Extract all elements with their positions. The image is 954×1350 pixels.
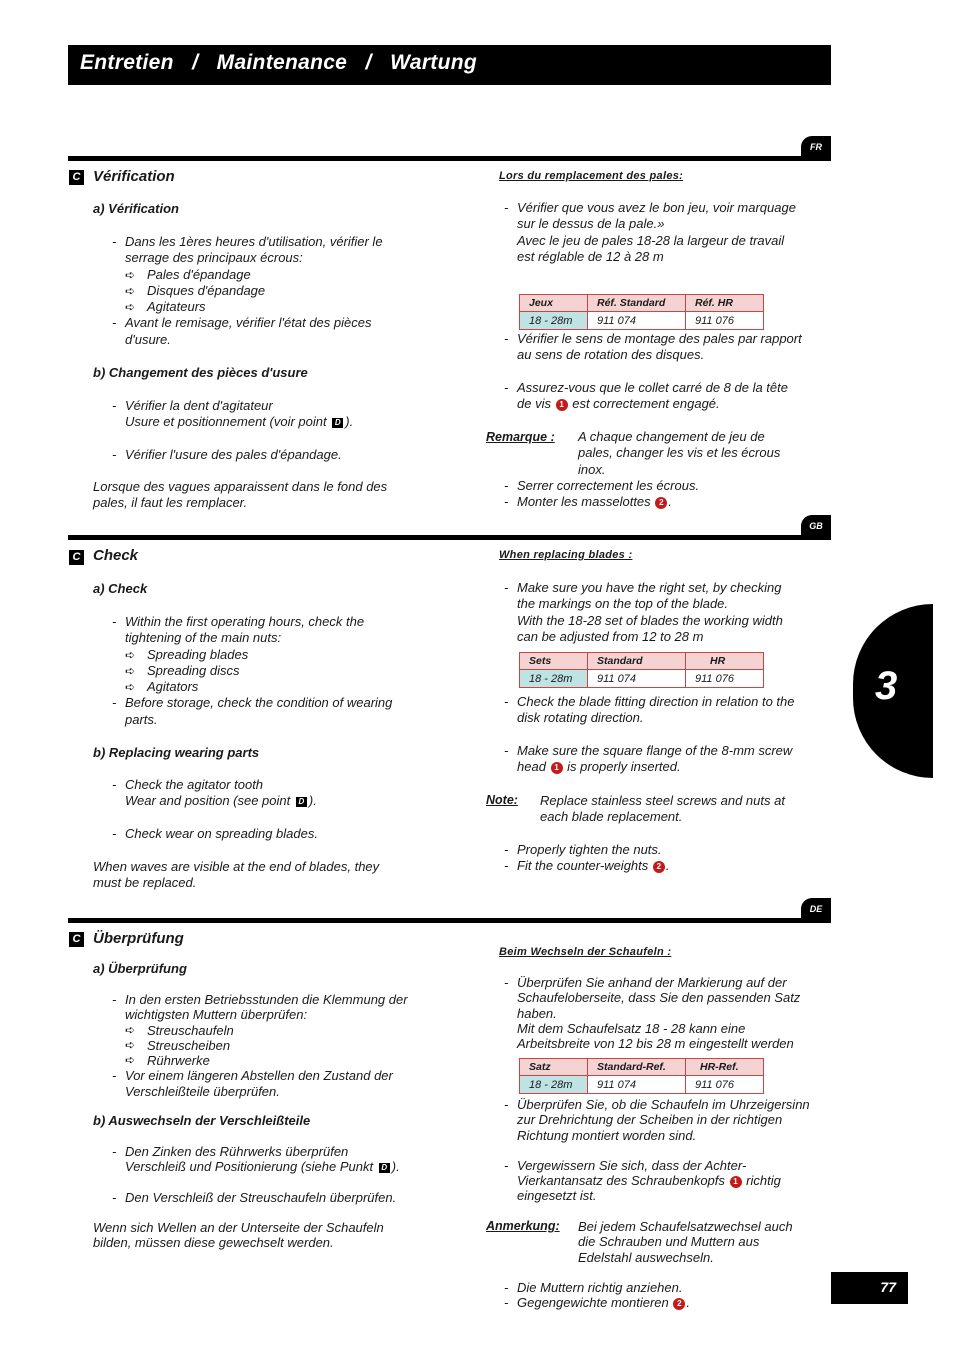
right-heading-de: Beim Wechseln der Schaufeln : xyxy=(499,946,672,958)
list-fr-b: - Vérifier la dent d'agitateur Usure et positionnement (voir point D ). - Vérifier l'usure des pales d'épandage. xyxy=(112,398,354,462)
list-de-right-1: - Überprüfen Sie anhand der Markierung auf der Schaufeloberseite, dass Sie den passenden Satz haben. Mit dem Schaufelsatz 18 - 28 kann eine Arbeitsbreite von 12 bis 28 m eingestellt werden xyxy=(504,975,801,1052)
ref-badge-1: 1 xyxy=(551,762,563,774)
arrow-icon: ➪ xyxy=(125,1037,136,1052)
right-heading-gb: When replacing blades : xyxy=(499,549,633,561)
note-fr: Lorsque des vagues apparaissent dans le fond des pales, il faut les remplacer. xyxy=(93,479,388,511)
section-letter-de: C xyxy=(69,932,84,947)
subheading-b-fr: b) Changement des pièces d'usure xyxy=(93,365,308,380)
list-gb-b: - Check the agitator tooth Wear and position (see point D ). - Check wear on spreading blades. xyxy=(112,777,318,841)
remark-de: Bei jedem Schaufelsatzwechsel auch die Schrauben und Muttern aus Edelstahl auswechseln. xyxy=(578,1219,793,1265)
list-de-right-2: - Überprüfen Sie, ob die Schaufeln im Uhrzeigersinn zur Drehrichtung der Scheiben in der richtigen Richtung montiert worden sind. - Vergewissern Sie sich, dass der Achter- Vierkantansatz des Schraubenkopfs 1 richtig eingesetzt ist. xyxy=(504,1097,810,1204)
ref-table-gb: Sets Standard HR 18 - 28m 911 074 911 076 xyxy=(519,652,764,688)
remark-fr: A chaque changement de jeu de pales, changer les vis et les écrous inox. xyxy=(578,429,781,477)
subheading-a-de: a) Überprüfung xyxy=(93,961,187,976)
subheading-b-gb: b) Replacing wearing parts xyxy=(93,745,260,760)
arrow-icon: ➪ xyxy=(125,680,136,695)
remark-gb: Replace stainless steel screws and nuts at each blade replacement. xyxy=(540,793,785,825)
ref-badge-d: D xyxy=(332,418,343,428)
lang-tab-gb: GB xyxy=(801,515,831,537)
list-de-a: - In den ersten Betriebsstunden die Klemmung der wichtigsten Muttern überprüfen: ➪ Streuschaufeln ➪ Streuscheiben ➪ Rührwerke - Vor einem längeren Abstellen den Zustand der Verschleißteile überprüfen. xyxy=(112,992,408,1099)
page-number: 77 xyxy=(831,1272,908,1304)
list-gb-right-3: - Properly tighten the nuts. - Fit the counter-weights 2 . xyxy=(504,842,670,874)
remark-label-de: Anmerkung: xyxy=(486,1219,560,1233)
arrow-icon: ➪ xyxy=(125,300,136,315)
arrow-icon: ➪ xyxy=(125,1053,136,1068)
section-title-fr: Vérification xyxy=(93,168,175,185)
page-title: Entretien / Maintenance / Wartung xyxy=(80,51,477,74)
remark-label-fr: Remarque : xyxy=(486,430,555,444)
ref-badge-2: 2 xyxy=(653,861,665,873)
right-heading-fr: Lors du remplacement des pales: xyxy=(499,170,684,182)
arrow-icon: ➪ xyxy=(125,647,136,662)
arrow-icon: ➪ xyxy=(125,663,136,678)
arrow-icon: ➪ xyxy=(125,283,136,298)
ref-badge-1: 1 xyxy=(730,1176,742,1188)
list-gb-a: - Within the first operating hours, check the tightening of the main nuts: ➪ Spreading blades ➪ Spreading discs ➪ Agitators - Before storage, check the condition of wearing parts. xyxy=(112,614,393,727)
remark-label-gb: Note: xyxy=(486,793,518,807)
note-de: Wenn sich Wellen an der Unterseite der Schaufeln bilden, müssen diese gewechselt werden. xyxy=(93,1220,384,1251)
subheading-b-de: b) Auswechseln der Verschleißteile xyxy=(93,1113,311,1128)
lang-tab-de: DE xyxy=(801,898,831,920)
arrow-icon: ➪ xyxy=(125,1022,136,1037)
ref-badge-2: 2 xyxy=(673,1298,685,1310)
list-fr-right-2: - Vérifier le sens de montage des pales par rapport au sens de rotation des disques. - Assurez-vous que le collet carré de 8 de la tête de vis 1 est correctement engagé. xyxy=(504,331,802,411)
arrow-icon: ➪ xyxy=(125,267,136,282)
section-letter-fr: C xyxy=(69,170,84,185)
ref-table-fr: Jeux Réf. Standard Réf. HR 18 - 28m 911 074 911 076 xyxy=(519,294,764,330)
subheading-a-fr: a) Vérification xyxy=(93,201,179,216)
list-fr-right-3: - Serrer correctement les écrous. - Monter les masselottes 2 . xyxy=(504,478,700,510)
subheading-a-gb: a) Check xyxy=(93,581,148,596)
list-gb-right-1: - Make sure you have the right set, by checking the markings on the top of the blade. With the 18-28 set of blades the working width can be adjusted from 12 to 28 m xyxy=(504,580,783,644)
list-fr-a: - Dans les 1ères heures d'utilisation, vérifier le serrage des principaux écrous: ➪ Pales d'épandage ➪ Disques d'épandage ➪ Agitateurs - Avant le remisage, vérifier l'état des pièces d'usure. xyxy=(112,234,383,347)
list-de-b: - Den Zinken des Rührwerks überprüfen Verschleiß und Positionierung (siehe Punkt D ). - Den Verschleiß der Streuschaufeln überprüfen. xyxy=(112,1144,400,1205)
chapter-number: 3 xyxy=(875,664,898,708)
section-rule-fr xyxy=(68,156,831,161)
section-rule-de xyxy=(68,918,831,923)
ref-badge-1: 1 xyxy=(556,399,568,411)
ref-badge-d: D xyxy=(296,797,307,807)
lang-tab-fr: FR xyxy=(801,136,831,158)
section-title-gb: Check xyxy=(93,547,139,564)
list-gb-right-2: - Check the blade fitting direction in relation to the disk rotating direction. - Make sure the square flange of the 8-mm screw head 1 is properly inserted. xyxy=(504,694,795,774)
list-fr-right-1: - Vérifier que vous avez le bon jeu, voir marquage sur le dessus de la pale.» Avec le jeu de pales 18-28 la largeur de travail est réglable de 12 à 28 m xyxy=(504,200,796,264)
section-letter-gb: C xyxy=(69,550,84,565)
section-title-de: Überprüfung xyxy=(93,930,184,947)
ref-badge-d: D xyxy=(379,1163,390,1173)
list-de-right-3: - Die Muttern richtig anziehen. - Gegengewichte montieren 2 . xyxy=(504,1280,691,1311)
ref-table-de: Satz Standard-Ref. HR-Ref. 18 - 28m 911 074 911 076 xyxy=(519,1058,764,1094)
ref-badge-2: 2 xyxy=(655,497,667,509)
note-gb: When waves are visible at the end of blades, they must be replaced. xyxy=(93,859,380,891)
section-rule-gb xyxy=(68,535,831,540)
